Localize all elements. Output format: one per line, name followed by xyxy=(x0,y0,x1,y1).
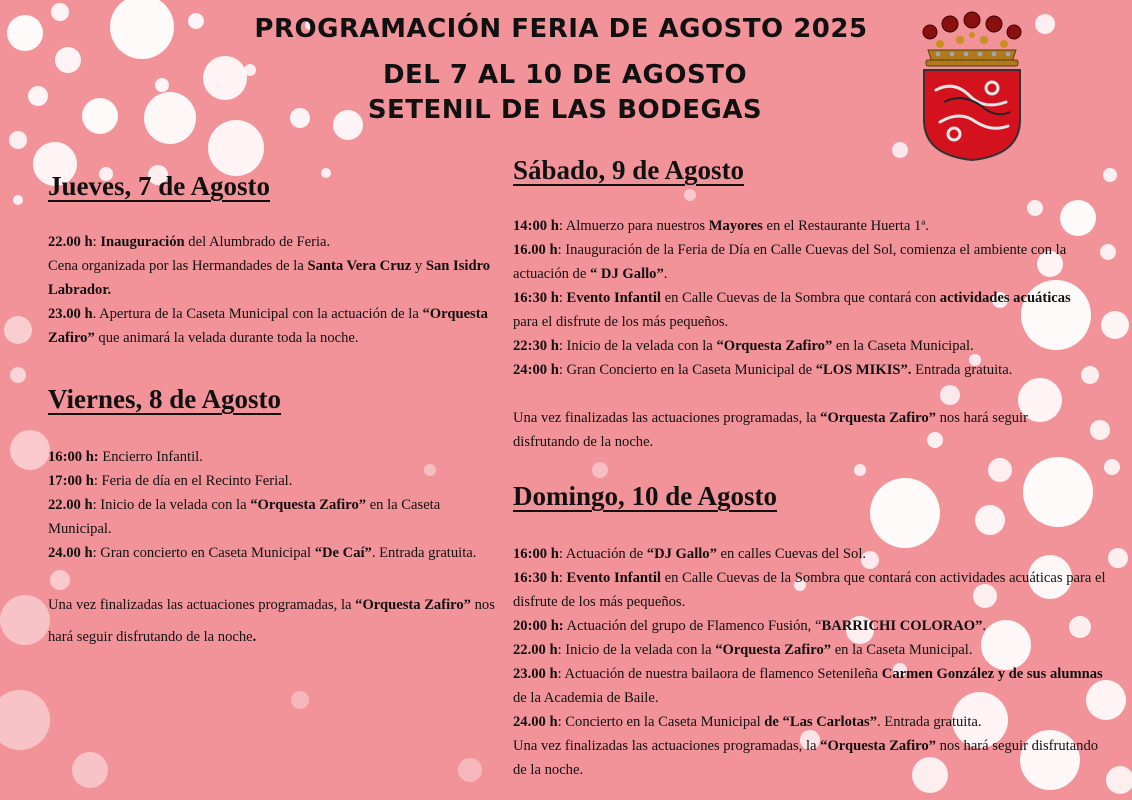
list-item: 16:00 h: Encierro Infantil. xyxy=(48,449,203,465)
list-item: Cena organizada por las Hermandades de la Santa Vera Cruz y San Isidro Labrador. xyxy=(48,258,491,298)
list-item: 20:00 h: Actuación del grupo de Flamenco Fusión, “BARRICHI COLORAO”. xyxy=(513,618,987,634)
saturday-schedule xyxy=(513,214,1093,454)
list-item: 24:00 h: Gran Concierto en la Caseta Municipal de “LOS MIKIS”. Entrada gratuita. xyxy=(513,362,1013,378)
closing-note: Una vez finalizadas las actuaciones programadas, la “Orquesta Zafiro” nos hará seguir disfrutando de la noche. xyxy=(513,410,1028,450)
list-item: 14:00 h: Almuerzo para nuestros Mayores en el Restaurante Huerta 1ª. xyxy=(513,218,929,234)
list-item: 16:00 h: Actuación de “DJ Gallo” en calles Cuevas del Sol. xyxy=(513,546,867,562)
thursday-heading: Jueves, 7 de Agosto xyxy=(48,171,270,201)
list-item: 16.00 h: Inauguración de la Feria de Día en Calle Cuevas del Sol, comienza el ambiente con la actuación de “ DJ Gallo”. xyxy=(513,242,1067,282)
friday-schedule xyxy=(48,445,500,653)
list-item: 24.00 h: Gran concierto en Caseta Municipal “De Caí”. Entrada gratuita. xyxy=(48,545,477,561)
list-item: 24.00 h: Concierto en la Caseta Municipal de “Las Carlotas”. Entrada gratuita. xyxy=(513,714,982,730)
closing-note: Una vez finalizadas las actuaciones programadas, la “Orquesta Zafiro” nos hará seguir disfrutando de la noche. xyxy=(513,738,1099,778)
closing-note: Una vez finalizadas las actuaciones programadas, la “Orquesta Zafiro” nos hará seguir disfrutando de la noche. xyxy=(48,597,495,645)
list-item: 22.00 h: Inauguración del Alumbrado de Feria. xyxy=(48,234,331,250)
saturday-heading: Sábado, 9 de Agosto xyxy=(513,155,745,185)
list-item: 16:30 h: Evento Infantil en Calle Cuevas de la Sombra que contará con actividades acuáticas para el disfrute de los más pequeños. xyxy=(513,570,1106,610)
sunday-schedule xyxy=(513,542,1113,782)
list-item: 22:30 h: Inicio de la velada con la “Orquesta Zafiro” en la Caseta Municipal. xyxy=(513,338,974,354)
poster-title: PROGRAMACIÓN FERIA DE AGOSTO 2025 xyxy=(254,14,868,44)
thursday-schedule xyxy=(48,230,503,350)
sunday-heading: Domingo, 10 de Agosto xyxy=(513,481,778,511)
list-item: 16:30 h: Evento Infantil en Calle Cuevas de la Sombra que contará con actividades acuáticas para el disfrute de los más pequeños. xyxy=(513,290,1071,330)
list-item: 22.00 h: Inicio de la velada con la “Orquesta Zafiro” en la Caseta Municipal. xyxy=(48,497,441,537)
list-item: 23.00 h. Apertura de la Caseta Municipal con la actuación de la “Orquesta Zafiro” que animará la velada durante toda la noche. xyxy=(48,306,488,346)
list-item: 17:00 h: Feria de día en el Recinto Ferial. xyxy=(48,473,293,489)
coat-of-arms-icon xyxy=(914,10,1030,162)
list-item: 23.00 h: Actuación de nuestra bailaora de flamenco Setenileña Carmen González y de sus alumnas de la Academia de Baile. xyxy=(513,666,1103,706)
town-title: SETENIL DE LAS BODEGAS xyxy=(367,95,763,125)
friday-heading: Viernes, 8 de Agosto xyxy=(48,384,281,414)
list-item: 22.00 h: Inicio de la velada con la “Orquesta Zafiro” en la Caseta Municipal. xyxy=(513,642,973,658)
date-range-title: DEL 7 AL 10 DE AGOSTO xyxy=(382,60,748,90)
